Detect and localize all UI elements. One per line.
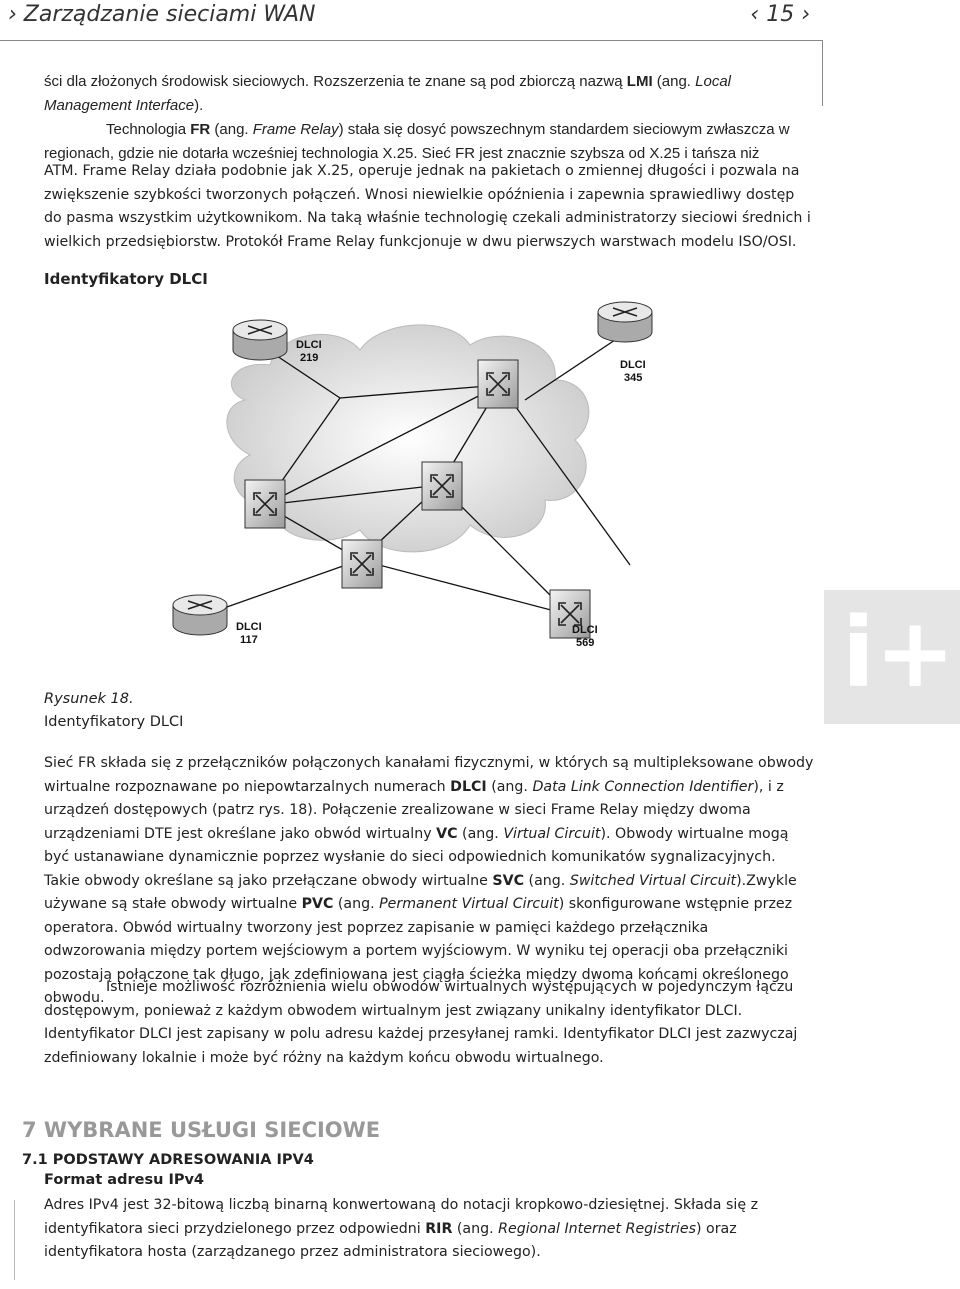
router-219 (233, 320, 287, 360)
switch-top-center (478, 360, 518, 408)
dlci-num-219: 219 (300, 352, 319, 364)
router-117 (173, 595, 227, 635)
dlci-label-569: DLCI (572, 624, 598, 636)
dlci-label-345: DLCI (620, 359, 646, 371)
paragraph-lmi: ści dla złożonych środowisk sieciowych. Rozszerzenia te znane są pod zbiorczą nazwą LMI (ang. Local Management Interface). (44, 73, 731, 114)
paragraph-frame-relay: Technologia FR (ang. Frame Relay) stała się dosyć powszechnym standardem sieciowym zwłaszcza w regionach, gdzie nie dotarła wcześniej technologia X.25. Sieć FR jest znacznie szybsza od X.25 i tańsza niż (44, 121, 790, 162)
dlci-num-569: 569 (576, 637, 595, 649)
info-plus-badge (824, 590, 960, 724)
dlci-diagram (160, 290, 680, 660)
page-number: ‹ 15 › (750, 2, 810, 27)
figure-number: Rysunek 18. (44, 691, 134, 707)
header-rule (0, 40, 822, 41)
dlci-num-117: 117 (240, 634, 258, 646)
dlci-label-117: DLCI (236, 621, 262, 633)
paragraph-fr-switches: Sieć FR składa się z przełączników połączonych kanałami fizycznymi, w których są multipleksowane obwody wirtualne rozpoznawane po niepowtarzalnych numerach DLCI (ang. Data Link Connection Identifier), i z urządzeń dostępowych (patrz rys. 18). Połączenie zrealizowane w sieci Frame Relay między dwoma urządzeniami DTE jest określane jako obwód wirtualny VC (ang. Virtual Circuit). Obwody wirtualne mogą być ustanawiane dynamicznie poprzez wysłanie do sieci odpowiednich komunikatów sygnalizacyjnych. Takie obwody określane są jako przełączane obwody wirtualne SVC (ang. Switched Virtual Circuit).Zwykle używane są stałe obwody wirtualne PVC (ang. Permanent Virtual Circuit) skonfigurowane wstępnie przez operatora. Obwód wirtualny tworzony jest poprzez zapisanie w pamięci każdego przełącznika odwzorowania między portem wejściowym a portem wyjściowym. W wyniku tej operacji oba przełączniki pozostają połączone tak długo, jak zdefiniowana jest ciągła ścieżka między dwoma końcami określonego obwodu. (44, 755, 814, 1006)
router-345 (598, 302, 652, 342)
header-vertical-rule (822, 40, 823, 106)
paragraph-frame-relay-cont: ATM. Frame Relay działa podobnie jak X.25, operuje jednak na pakietach o zmiennej długości i pozwala na zwiększenie szybkości tworzonych połączeń. Wnosi niewielkie opóźnienia i zapewnia sprawiedliwy dostęp do pasma wszystkim użytkownikom. Na taką właśnie technologię czekali administratorzy sieciowi średnich i wielkich przedsiębiorstw. Protokół Frame Relay funkcjonuje w dwu pierwszych warstwach modelu ISO/OSI. (44, 163, 811, 250)
dlci-num-345: 345 (624, 372, 643, 384)
dlci-label-219: DLCI (296, 339, 322, 351)
switch-bottom (342, 540, 382, 588)
chapter-heading: 7 WYBRANE USŁUGI SIECIOWE (22, 1118, 381, 1142)
figure-caption (44, 688, 183, 734)
paragraph-dlci-identifiers: Istnieje możliwość rozróżnienia wielu obwodów wirtualnych występujących w pojedynczym łączu dostępowym, ponieważ z każdym obwodem wirtualnym jest związany unikalny identyfikator DLCI. Identyfikator DLCI jest zapisany w polu adresu każdej przesyłanej ramki. Identyfikator DLCI jest zazwyczaj zdefiniowany lokalnie i może być różny na każdym końcu obwodu wirtualnego. (44, 979, 798, 1066)
switch-left (245, 480, 285, 528)
section-title: Identyfikatory DLCI (44, 270, 208, 288)
info-plus-icon: i+ (842, 597, 956, 709)
switch-center (422, 462, 462, 510)
subsection-heading: Format adresu IPv4 (44, 1172, 205, 1188)
paragraph-ipv4: Adres IPv4 jest 32-bitową liczbą binarną konwertowaną do notacji kropkowo-dziesiętnej. Składa się z identyfikatora sieci przydzielonego przez odpowiedni RIR (ang. Regional Internet Registries) oraz identyfikatora hosta (zarządzanego przez administratora sieciowego). (44, 1197, 759, 1260)
section-heading: 7.1 PODSTAWY ADRESOWANIA IPV4 (22, 1152, 314, 1168)
figure-title: Identyfikatory DLCI (44, 714, 184, 730)
chapter-title: › Zarządzanie sieciami WAN (8, 2, 316, 27)
margin-rule (14, 1200, 15, 1280)
page-header (0, 0, 960, 44)
